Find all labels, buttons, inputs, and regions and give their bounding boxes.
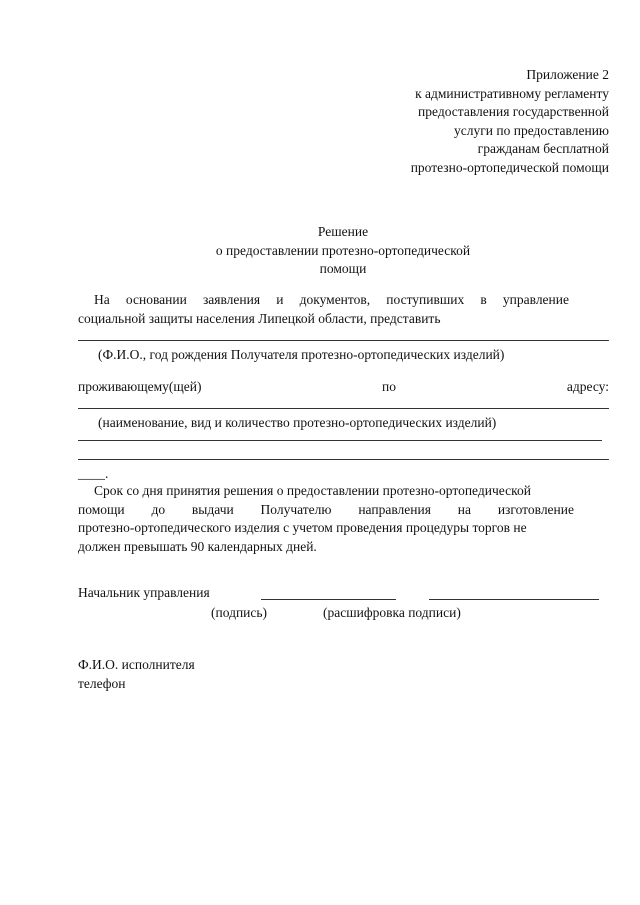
appendix-line: Приложение 2 bbox=[526, 67, 609, 82]
signature-line bbox=[261, 599, 396, 600]
term-line: помощи до выдачи Получателю направления на изготовление bbox=[78, 501, 574, 517]
fill-in-line bbox=[78, 440, 602, 441]
address-word: проживающему(щей) bbox=[78, 379, 202, 394]
address-word: по bbox=[382, 379, 396, 394]
signature-row bbox=[78, 585, 609, 605]
appendix-line: услуги по предоставлению bbox=[454, 122, 609, 138]
term-line: должен превышать 90 календарных дней. bbox=[78, 538, 317, 554]
appendix-line: протезно-ортопедической помощи bbox=[410, 159, 609, 175]
fill-in-line bbox=[78, 340, 609, 341]
address-word: адресу: bbox=[566, 379, 609, 394]
title-line: помощи bbox=[319, 261, 367, 277]
executor-label: Ф.И.О. исполнителя bbox=[78, 657, 195, 672]
fill-in-line bbox=[78, 408, 609, 409]
recipient-caption: (Ф.И.О., год рождения Получателя протезно-ортопедических изделий) bbox=[98, 347, 505, 362]
signature-label: Начальник управления bbox=[78, 585, 210, 600]
title-line: Решение bbox=[317, 224, 369, 239]
signature-caption: (подпись) bbox=[211, 605, 268, 620]
items-caption: (наименование, вид и количество протезно-ортопедических изделий) bbox=[98, 415, 497, 430]
term-paragraph bbox=[78, 482, 609, 556]
decode-line bbox=[429, 599, 599, 600]
appendix-header bbox=[411, 66, 609, 178]
decode-caption: (расшифровка подписи) bbox=[323, 605, 461, 620]
end-mark: ____. bbox=[78, 466, 109, 481]
term-line: Срок со дня принятия решения о предоставлении протезно-ортопедической bbox=[94, 483, 531, 498]
fill-in-line bbox=[78, 459, 609, 460]
phone-label: телефон bbox=[78, 676, 126, 691]
intro-line: На основании заявления и документов, поступивших в управление bbox=[94, 292, 569, 307]
term-line: протезно-ортопедического изделия с учетом проведения процедуры торгов не bbox=[78, 520, 527, 536]
intro-line: социальной защиты населения Липецкой области, представить bbox=[78, 311, 441, 326]
appendix-line: к административному регламенту bbox=[415, 85, 609, 101]
document-title bbox=[100, 223, 586, 279]
appendix-line: предоставления государственной bbox=[418, 104, 609, 120]
appendix-line: гражданам бесплатной bbox=[477, 141, 609, 157]
title-line: о предоставлении протезно-ортопедической bbox=[215, 242, 471, 258]
